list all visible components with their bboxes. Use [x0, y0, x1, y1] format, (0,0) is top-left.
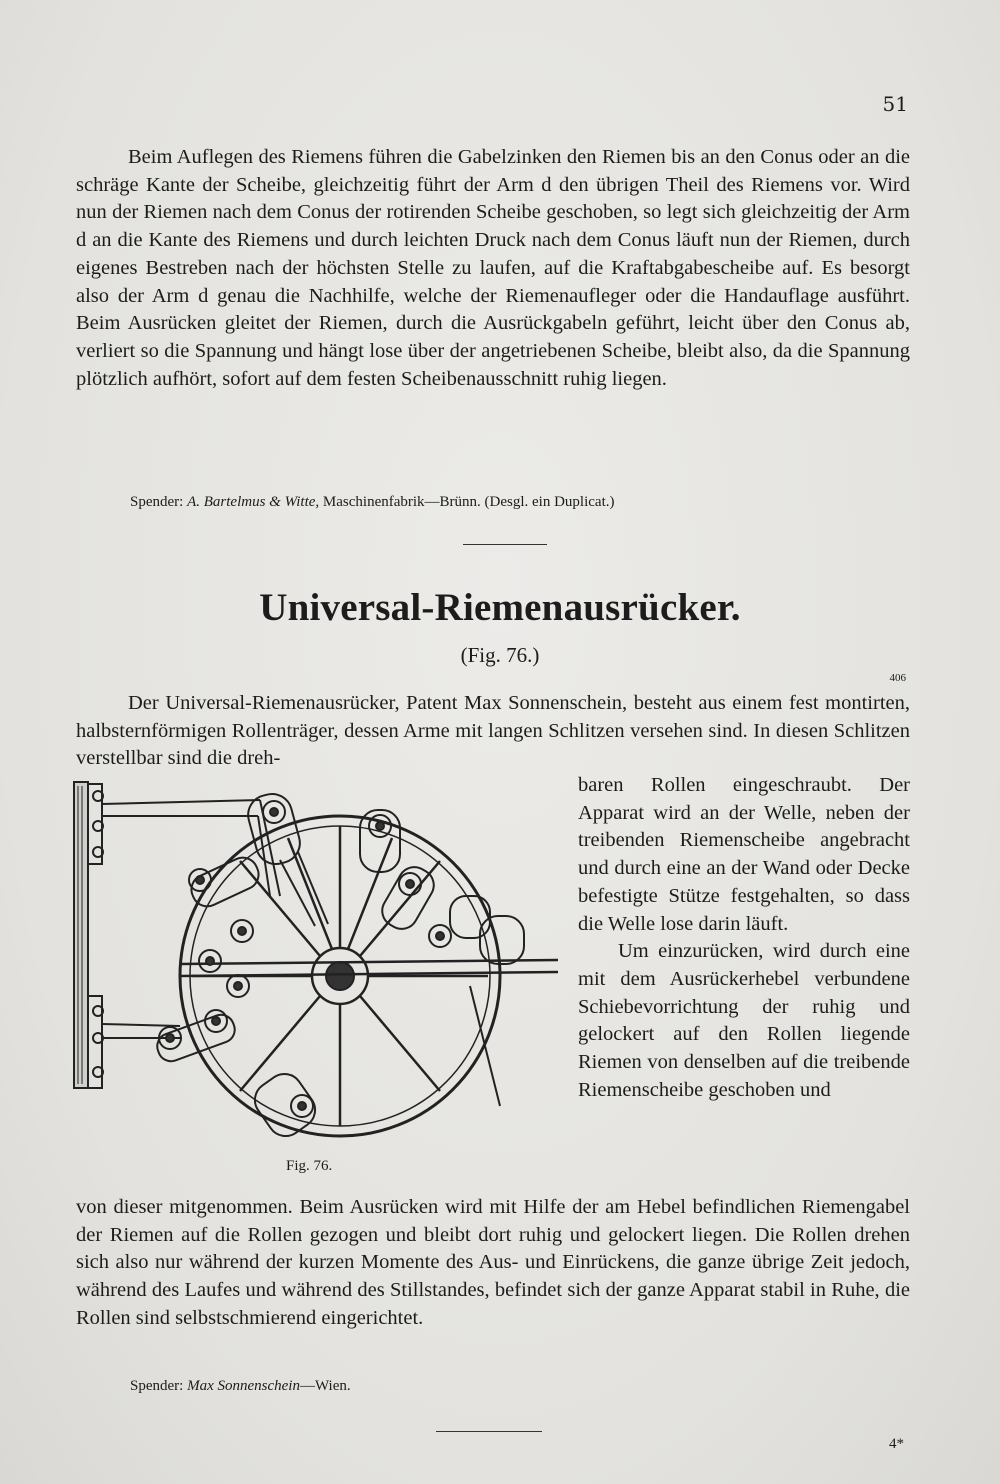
section-title: Universal-Riemenausrücker.	[259, 586, 741, 629]
donor-line-1	[130, 494, 615, 511]
donor-label: Spender:	[130, 1378, 184, 1394]
donor-name: A. Bartelmus & Witte,	[187, 494, 320, 510]
donor-line-2	[130, 1378, 351, 1395]
page-number: 51	[882, 92, 908, 116]
side-paragraph-2: Um einzurücken, wird durch eine mit dem Ausrückerhebel verbundene Schiebevorrichtung der ruhig und gelockert auf den Rollen liegende Riemen von denselben auf die treibende Riemenscheibe geschoben und	[578, 940, 910, 1101]
paragraph-text: Der Universal-Riemenausrücker, Patent Max Sonnenschein, besteht aus einem fest montirten, halbsternförmigen Rollenträger, dessen Arme mit langen Schlitzen versehen sind. In diesen Schlitzen verstellbar sind die dreh-	[76, 692, 910, 770]
side-column-text	[578, 772, 910, 1104]
end-divider	[436, 1431, 542, 1432]
donor-label: Spender:	[130, 494, 184, 510]
margin-number: 406	[889, 672, 906, 684]
section-divider	[463, 544, 547, 545]
donor-rest: Maschinenfabrik—Brünn. (Desgl. ein Duplicat.)	[322, 494, 615, 510]
figure-caption: Fig. 76.	[286, 1158, 333, 1174]
paragraph-belt-placement	[76, 144, 910, 393]
paragraph-text: von dieser mitgenommen. Beim Ausrücken wird mit Hilfe der am Hebel befindlichen Riemengabel der Riemen auf die Rollen gezogen und bleibt dort ruhig und gelockert liegen. Die Rollen drehen sich also nur während der kurzen Momente des Aus- und Einrückens, die ganze übrige Zeit jedoch, während des Laufes und während des Stillstandes, befindet sich der ganze Apparat stabil in Ruhe, die Rollen sind selbstschmierend eingerichtet.	[76, 1196, 910, 1329]
belt-shifter-figure	[70, 776, 560, 1176]
paragraph-tail	[76, 1194, 910, 1333]
donor-name: Max Sonnenschein	[187, 1378, 300, 1394]
side-paragraph-1: baren Rollen eingeschraubt. Der Apparat wird an der Welle, neben der treibenden Riemenscheibe angebracht und durch eine an der Wand oder Decke befestigte Stütze festgehalten, so dass die Welle lose darin läuft.	[578, 774, 910, 935]
donor-rest: —Wien.	[299, 1378, 351, 1394]
paragraph-text: Beim Auflegen des Riemens führen die Gabelzinken den Riemen bis an den Conus oder an die schräge Kante der Scheibe, gleichzeitig führt der Arm d den übrigen Theil des Riemens vor. Wird nun der Riemen nach dem Conus der rotirenden Scheibe geschoben, so legt sich gleichzeitig der Arm d an die Kante des Riemens und durch leichten Druck nach dem Conus läuft nun der Riemen, durch eigenes Bestreben nach der höchsten Stelle zu laufen, auf die Kraftabgabescheibe auf. Es besorgt also der Arm d genau die Nachhilfe, welche der Riemenaufleger oder die Handauflage ausführt. Beim Ausrücken gleitet der Riemen, durch die Ausrückgabeln geführt, leicht über den Conus ab, verliert so die Spannung und hängt lose über der angetriebenen Scheibe, bleibt also, da die Spannung plötzlich aufhört, sofort auf dem festen Scheibenausschnitt ruhig liegen.	[76, 146, 910, 390]
figure-reference: (Fig. 76.)	[460, 643, 540, 667]
paragraph-intro	[76, 690, 910, 773]
signature-mark: 4*	[889, 1436, 904, 1452]
